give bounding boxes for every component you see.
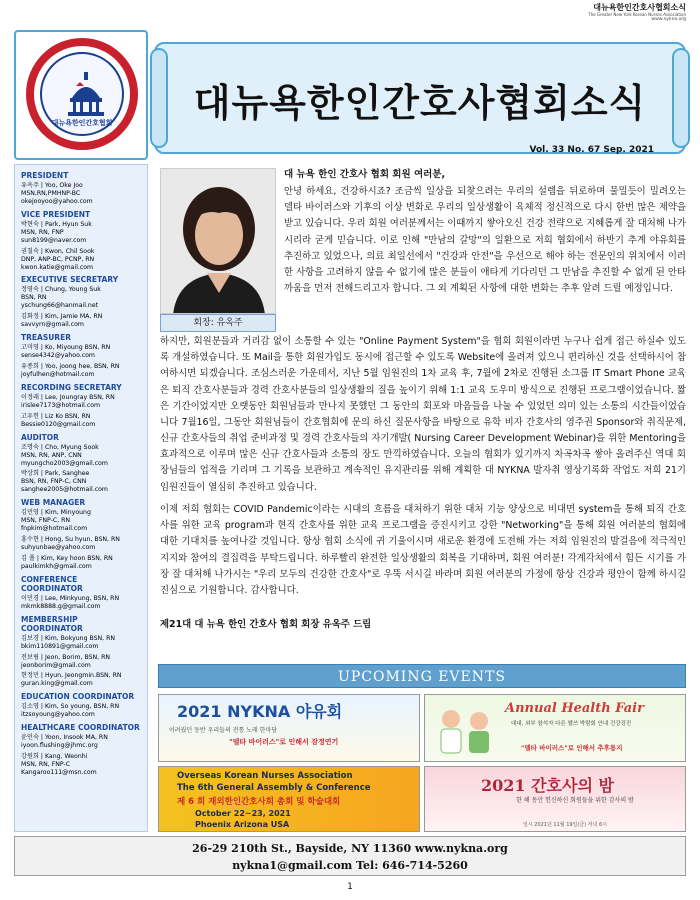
sidebar-officer-entry: 박상희 | Park, Sanghee BSN, RN, FNP-C, CNN sanghee2005@hotmail.com — [21, 470, 108, 494]
portrait-image — [161, 169, 276, 314]
event-health-fair-line: 대내, 외부 참석자 다른 헬쓰 박람회 안내 건강검진 — [511, 721, 632, 727]
sidebar-officer-entry: 유옥주 | Yoo, Oke Joo MSN,RN,PMHNP-BC okejooyoo@yahoo.com — [21, 182, 93, 205]
sidebar-section-heading: PRESIDENT — [21, 171, 69, 180]
sidebar-officer-entry: 박현숙 | Park, Hyun Suk MSN, RN, FNP sun8199@naver.com — [21, 220, 92, 244]
sidebar-officer-entry: 김 폴 | Kim, Key hoon BSN, RN paulkimkh@gmail.com — [21, 554, 113, 570]
sidebar-officer-entry: 권칠숙 | Kwon, Chil Sook DNP, ANP-BC, PCNP, RN kwon.katie@gmail.com — [21, 247, 95, 271]
sidebar-section-heading: CONFERENCE COORDINATOR — [21, 574, 83, 593]
footer-contact: nykna1@gmail.com Tel: 646-714-5260 — [232, 859, 468, 873]
event-picnic-line: 어려웠던 동반 우리들의 전통 노래 한마당 — [169, 727, 278, 734]
masthead-mini — [588, 4, 686, 23]
logo-korean-text: 대뉴욕한인간호협회 — [51, 119, 113, 127]
event-picnic-note: "델타 바이러스"로 인해서 잠정연기 — [229, 738, 339, 746]
sidebar-officer-entry: 윤인숙 | Yoon, Insook MA, RN iyoon.flushing@jhmc.org — [21, 734, 108, 750]
event-health-fair[interactable] — [424, 694, 686, 762]
sidebar-officer-entry: 강원희 | Kang, Weonhi MSN, RN, FNP-C Kangaroo111@msn.com — [21, 753, 97, 776]
conference-line-3: 제 6 회 재외한인간호사회 총회 및 학술대회 — [177, 797, 341, 807]
event-health-fair-title: Annual Health Fair — [505, 701, 644, 716]
nurses-night-line: 한 해 동안 헌신하신 회원들을 위한 감사의 밤 — [516, 797, 634, 804]
letter-paragraph-1: 안녕 하세요, 건강하시죠? 조금씩 일상을 되찾으려는 우리의 설렘을 뒤로하며 물밀듯이 밀려오는 델타 바이러스와 기후의 이상 변화로 우리의 일상생활이 육체적 정신적으로 다시 한번 많은 제약을 받고 있습니다. 우리 회원 여러분께서는 이때까지 쌓아오신 건강 전략으로 지혜롭게 잘 대처해 나가시리라 굳게 믿습니다. 이로 인해 "만남의 갈망"의 일환으로 저희 협회에서 하반기 추계 야유회를 추진하고 있었으나, 의료 최일선에서 "건강과 안전"을 우선으로 해야 하는 전문인의 위치에서 이러한 사항을 고려하지 않을 수 없기에 많은 분들이 애타게 기다리던 그 만남을 추진할 수 없게 된 안타까움을 먼저 전해드리고자 합니다. 그 외 계획된 사항에 대한 변화는 추후 알려 드릴 예정입니다. — [284, 186, 686, 295]
sidebar-officer-entry: 이민경 | Lee, Minkyung, BSN, RN mkmk8888.g@gmail.com — [21, 594, 120, 610]
event-nurses-night[interactable] — [424, 766, 686, 832]
volume-issue: Vol. 33 No. 67 Sep. 2021 — [529, 145, 654, 155]
logo-seal — [26, 38, 138, 150]
president-photo — [160, 168, 276, 314]
newsletter-banner — [154, 42, 686, 154]
sidebar-section-heading: EDUCATION COORDINATOR — [21, 692, 135, 702]
sidebar-officer-entry: 현정민 | Hyun, Jeongmin.BSN, RN guran.king@gmail.com — [21, 672, 122, 688]
sidebar-section-heading: EXECUTIVE SECRETARY — [21, 275, 119, 285]
sidebar-section-heading: VICE PRESIDENT — [21, 209, 91, 219]
health-fair-illustration-icon — [431, 701, 501, 757]
letter-paragraph-3: 이제 저희 협회는 COVID Pandemic이라는 시대의 흐름을 대처하기 위한 대처 기능 양상으로 비대면 system을 통해 퇴직 간호사를 위한 교육 program과 현직 간호사를 위한 교육 프로그램을 증진시키고 강한 "Networking"을 통해 회원 여러분의 협회에 대한 기대치를 높여나갈 것입니다. 항상 협회 소식에 귀 기울이시며 새로운 환경에 도전해 가는 저희 임원진의 발걸음에 적극적인 지지와 참여의 결집력을 부탁드립니다. 하루빨리 완전한 일상생활의 회복을 기대하며, 회원 여러분! 각계각처에서 힘든 시기를 가장 잘 대처해 나가시는 "우리 모두의 건강한 간호사"로 우뚝 서시길 바라며 회원 여러분의 가정에 항상 건강과 평안이 함께 하시길 진심으로 기원합니다. 감사합니다. — [160, 504, 686, 596]
page-number: 1 — [347, 882, 353, 892]
newsletter-title: 대뉴욕한인간호사협회소식 — [193, 81, 647, 125]
sidebar-officer-entry: 김보경 | Kim, Bokyung BSN, RN bkim110891@gmail.com — [21, 634, 116, 650]
sidebar-officer-entry: 유종희 | Yoo, joong hee, BSN, RN joyfulhen@hotmail.com — [21, 363, 120, 378]
sidebar-section-heading: MEMBERSHIP COORDINATOR — [21, 614, 83, 633]
sidebar-officer-entry: 이정래 | Lee, Joungray BSN, RN irislee7173@hotmail.com — [21, 393, 115, 409]
nurses-night-title: 2021 간호사의 밤 — [481, 776, 614, 795]
officer-sidebar — [14, 164, 148, 832]
conference-line-1: Overseas Korean Nurses Association — [177, 771, 353, 781]
conference-location: Phoenix Arizona USA — [195, 820, 290, 829]
sidebar-officer-entry: 김소영 | Kim, So young, BSN, RN itzsoyoung@yahoo.com — [21, 703, 120, 719]
masthead-mini-url: www.nykna.org — [651, 17, 686, 22]
sidebar-officer-entry: 전보림 | Jeon, Borim, BSN, RN jeonborim@gmail.com — [21, 653, 111, 669]
masthead-mini-sub: The Greater New York Korean Nurses Association — [588, 12, 686, 17]
capitol-dome-icon — [66, 72, 106, 116]
letter-signature: 제21대 대 뉴욕 한인 간호사 협회 회장 유옥주 드림 — [160, 619, 372, 630]
nurses-night-date: 일시 2021년 11월 19일(금) 저녁 6시 — [523, 822, 607, 828]
event-picnic-title: 2021 NYKNA 야유회 — [177, 702, 343, 721]
association-logo — [14, 30, 148, 160]
footer-address: 26-29 210th St., Bayside, NY 11360 www.nykna.org — [192, 842, 508, 855]
event-picnic[interactable] — [158, 694, 420, 762]
conference-date: October 22~23, 2021 — [195, 809, 291, 818]
sidebar-officer-entry: 홍수현 | Hong, Su hyun, BSN, RN suhyunbae@yahoo.com — [21, 536, 120, 551]
sidebar-section-heading: WEB MANAGER — [21, 498, 86, 508]
contact-footer — [14, 836, 686, 876]
sidebar-officer-entry: 고우헌 | Liz Ko BSN, RN Bessie0120@gmail.com — [21, 412, 96, 428]
sidebar-section-heading: HEALTHCARE COORDINATOR — [21, 723, 140, 733]
sidebar-officer-entry: 김화정 | Kim, Jamie MA, RN savvyrn@gmail.com — [21, 313, 103, 329]
sidebar-section-heading: TREASURER — [21, 333, 71, 343]
sidebar-section-heading: AUDITOR — [21, 432, 59, 442]
photo-caption: 회장: 유옥주 — [160, 314, 276, 332]
upcoming-events-heading: UPCOMING EVENTS — [158, 664, 686, 688]
letter-paragraph-2: 하지만, 회원분들과 거리감 없이 소통할 수 있는 "Online Payment System"을 협회 회원이라면 누구나 쉽게 접근 하실수 있도록 개설하였습니다. 또 Mail을 통한 회원가입도 동시에 접근할 수 있도록 Website에 올려져 있으니 편리하신 것을 선택하시어 참여하시면 되겠습니다. 조심스러운 가운데서, 지난 5월 임원진의 1차 교육 후, 7월에 2차로 진행된 소그룹 IT Smart Phone 교육은 퇴직 간호사분들과 경력 간호사분들의 일상생활의 질을 높이기 위해 1:1 교육 도우미 방식으로 진행된 프로그램이었습니다. 짧은 기간이었지만 오랫동안 회원님들과 만나지 못했던 그 동안의 회포와 마음들을 나눌 수 있었던 의미 있는 소통의 시간들이었습니다 7월16일, 그동안 회원님들이 간호협회에 문의 하신 질문사항을 바탕으로 유학 비자 간호사의 영주권 Sponsor와 취직문제, 신규 간호사들의 취업 준비과정 및 경력 간호사들의 자기개발( Nursing Career Development Webinar)을 위한 Mentoring을 효과적으로 이루며 많은 신규 간호사들과 소통의 장도 만끽하였습니다. 오늘의 협회가 있기까지 차곡차곡 쌓아 올려주신 역대 회장님들의 업적을 기리며 그 기록을 보관하고 계속적인 유지관리를 위해 계획한 대 NYKNA 발자취 영상기록화 작업도 저희 21기 임원진들이 열심히 추진하고 있습니다. — [160, 336, 686, 493]
event-health-fair-note: "델타 바이러스"로 인해서 추후통지 — [521, 744, 623, 752]
sidebar-officer-entry: 정영숙 | Chung, Young Suk BSN, RN yschung66@hanmail.net — [21, 286, 101, 310]
sidebar-section-heading: RECORDING SECRETARY — [21, 382, 122, 392]
masthead-mini-title: 대뉴욕한인간호사협회소식 — [593, 3, 686, 12]
letter-greeting: 대 뉴욕 한인 간호사 협회 회원 여러분, — [284, 169, 446, 180]
sidebar-officer-entry: 조명숙 | Cho, Myung Sook MSN, RN, ANP, CNN myungcho2003@gmail.com — [21, 443, 108, 467]
sidebar-officer-entry: 김민영 | Kim, Minyoung MSN, FNP-C, RN fnpkim@hotmail.com — [21, 509, 91, 533]
sidebar-officer-entry: 고미영 | Ko, Miyoung BSN, RN sense4342@yahoo.com — [21, 344, 111, 360]
event-conference[interactable] — [158, 766, 420, 832]
conference-line-2: The 6th General Assembly & Conference — [177, 783, 371, 793]
